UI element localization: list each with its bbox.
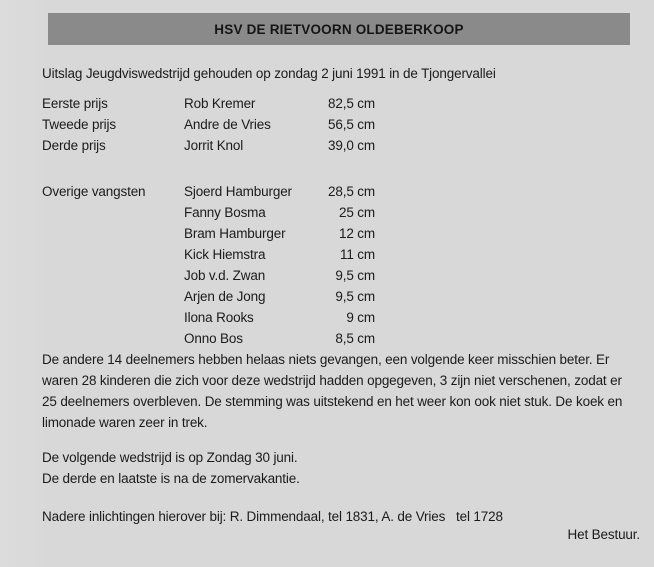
- result-intro-line: Uitslag Jeugdviswedstrijd gehouden op zondag 2 juni 1991 in de Tjongervallei: [42, 66, 496, 81]
- paragraph-line: 25 deelnemers overbleven. De stemming was uitstekend en het weer kon ook niet stuk. De koek en: [42, 394, 623, 409]
- prize-label: Tweede prijs: [42, 117, 116, 132]
- catch-measure: 9,5 cm: [335, 289, 375, 304]
- paragraph-line: De andere 14 deelnemers hebben helaas niets gevangen, een volgende keer misschien beter. Er: [42, 352, 610, 367]
- prize-measure: 39,0 cm: [328, 138, 375, 153]
- catch-measure: 8,5 cm: [335, 331, 375, 346]
- prize-label: Eerste prijs: [42, 96, 108, 111]
- prize-label: Derde prijs: [42, 138, 106, 153]
- catch-measure: 25 cm: [338, 205, 375, 220]
- next-match-line: De volgende wedstrijd is op Zondag 30 juni.: [42, 450, 298, 465]
- signature-line: Het Bestuur.: [567, 527, 640, 542]
- prize-winner-name: Rob Kremer: [184, 96, 256, 111]
- catch-measure: 12 cm: [338, 226, 375, 241]
- catch-name: Sjoerd Hamburger: [184, 184, 292, 199]
- prize-winner-name: Andre de Vries: [184, 117, 271, 132]
- paragraph-line: limonade waren zeer in trek.: [42, 415, 208, 430]
- catch-name: Ilona Rooks: [184, 310, 254, 325]
- catch-measure: 28,5 cm: [328, 184, 375, 199]
- club-title: HSV DE RIETVOORN OLDEBERKOOP: [214, 21, 464, 37]
- prize-measure: 56,5 cm: [328, 117, 375, 132]
- club-title-banner: [48, 13, 630, 45]
- catch-name: Job v.d. Zwan: [184, 268, 266, 283]
- next-match-announcements: [42, 447, 300, 489]
- summary-paragraph: [42, 349, 622, 433]
- catch-name: Fanny Bosma: [184, 205, 266, 220]
- prize-measure: 82,5 cm: [328, 96, 375, 111]
- contact-info-line: Nadere inlichtingen hierover bij: R. Dimmendaal, tel 1831, A. de Vries tel 1728: [42, 509, 503, 524]
- catch-name: Bram Hamburger: [184, 226, 286, 241]
- other-catches-label: Overige vangsten: [42, 184, 146, 199]
- catch-name: Onno Bos: [184, 331, 243, 346]
- catch-measure: 11 cm: [339, 247, 375, 262]
- prize-winner-name: Jorrit Knol: [184, 138, 244, 153]
- catch-measure: 9,5 cm: [335, 268, 375, 283]
- paragraph-line: waren 28 kinderen die zich voor deze wedstrijd hadden opgegeven, 3 zijn niet verschenen, zodat er: [42, 373, 622, 388]
- catch-measure: 9 cm: [346, 310, 375, 325]
- catch-name: Arjen de Jong: [184, 289, 266, 304]
- other-catches-table: [42, 181, 375, 349]
- catch-name: Kick Hiemstra: [184, 247, 266, 262]
- next-match-line: De derde en laatste is na de zomervakantie.: [42, 471, 300, 486]
- prize-results-table: [42, 93, 375, 156]
